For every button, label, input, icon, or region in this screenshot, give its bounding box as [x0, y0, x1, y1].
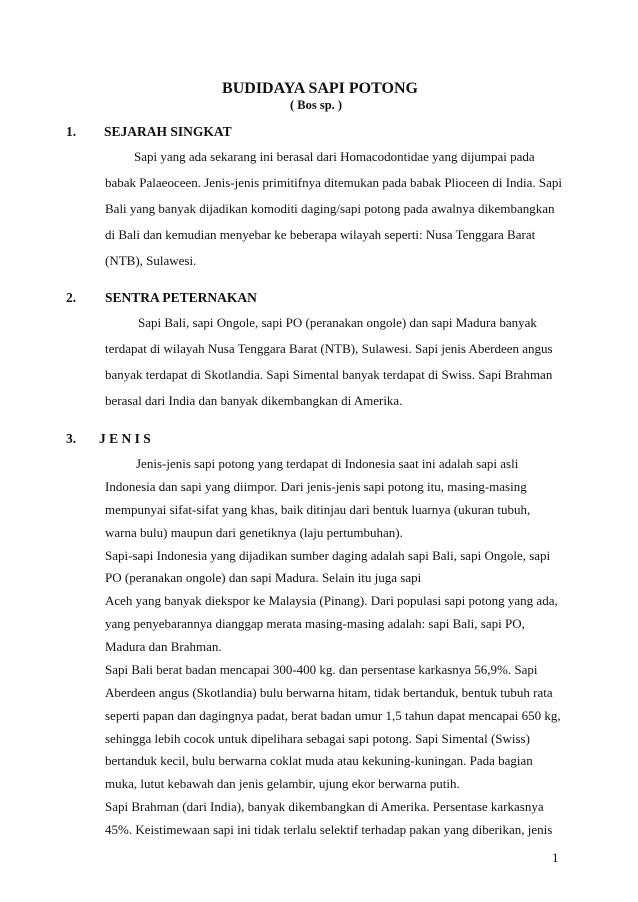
section-number: 2. [66, 290, 77, 305]
paragraph-line: yang penyebarannya dianggap merata masing-masing adalah: sapi Bali, sapi PO, [105, 616, 525, 632]
section-title: SEJARAH SINGKAT [104, 124, 232, 139]
paragraph-line: banyak terdapat di Skotlandia. Sapi Simental banyak terdapat di Swiss. Sapi Brahman [105, 367, 553, 382]
paragraph-line: muka, lutut kebawah dan jenis gelambir, ujung ekor berwarna putih. [105, 776, 460, 792]
paragraph-line: Aceh yang banyak diekspor ke Malaysia (Pinang). Dari populasi sapi potong yang ada, [105, 593, 558, 609]
paragraph-line: Bali yang banyak dijadikan komoditi daging/sapi potong pada awalnya dikembangkan [105, 201, 555, 216]
paragraph-line: PO (peranakan ongole) dan sapi Madura. Selain itu juga sapi [105, 570, 422, 586]
paragraph-line: Sapi-sapi Indonesia yang dijadikan sumber daging adalah sapi Bali, sapi Ongole, sapi [105, 547, 551, 563]
paragraph-line: 45%. Keistimewaan sapi ini tidak terlalu selektif terhadap pakan yang diberikan, jenis [105, 822, 553, 837]
paragraph-line: Sapi yang ada sekarang ini berasal dari Homacodontidae yang dijumpai pada [134, 149, 535, 164]
page-number: 1 [552, 850, 559, 865]
paragraph-line: Aberdeen angus (Skotlandia) bulu berwarna hitam, tidak bertanduk, bentuk tubuh rata [105, 684, 553, 700]
section-number: 1. [66, 124, 77, 139]
document-title: BUDIDAYA SAPI POTONG [222, 80, 418, 97]
paragraph-line: bertanduk kecil, bulu berwarna coklat muda atau kekuning-kuningan. Pada bagian [105, 753, 533, 769]
document-title-block [0, 80, 638, 112]
paragraph-line: Sapi Bali, sapi Ongole, sapi PO (peranakan ongole) dan sapi Madura banyak [138, 315, 537, 330]
paragraph-line: di Bali dan kemudian menyebar ke beberapa wilayah seperti: Nusa Tenggara Barat [105, 227, 536, 242]
paragraph-line: Sapi Brahman (dari India), banyak dikembangkan di Amerika. Persentase karkasnya [105, 799, 544, 815]
paragraph-line: (NTB), Sulawesi. [105, 253, 197, 268]
paragraph-line: Madura dan Brahman. [105, 639, 222, 654]
paragraph-line: babak Palaeoceen. Jenis-jenis primitifnya ditemukan pada babak Plioceen di India. Sapi [105, 175, 563, 190]
paragraph-line: berasal dari India dan banyak dikembangkan di Amerika. [105, 393, 403, 408]
paragraph-line: Sapi Bali berat badan mencapai 300-400 kg. dan persentase karkasnya 56,9%. Sapi [105, 661, 538, 677]
paragraph-line: mempunyai sifat-sifat yang khas, baik ditinjau dari bentuk luarnya (ukuran tubuh, [105, 501, 531, 517]
document-subtitle: ( Bos sp. ) [290, 98, 343, 112]
section-title: SENTRA PETERNAKAN [105, 290, 257, 305]
paragraph-line: warna bulu) maupun dari genetiknya (laju pertumbuhan). [105, 524, 403, 540]
paragraph-line: Jenis-jenis sapi potong yang terdapat di Indonesia saat ini adalah sapi asli [136, 456, 519, 471]
paragraph-line: sehingga lebih cocok untuk dipelihara sebagai sapi potong. Sapi Simental (Swiss) [105, 730, 530, 746]
paragraph-line: Indonesia dan sapi yang diimpor. Dari jenis-jenis sapi potong itu, masing-masing [105, 478, 527, 494]
section-title: J E N I S [99, 431, 151, 446]
paragraph-line: terdapat di wilayah Nusa Tenggara Barat (NTB), Sulawesi. Sapi jenis Aberdeen angus [105, 341, 553, 356]
paragraph-line: seperti papan dan dagingnya padat, berat badan umur 1,5 tahun dapat mencapai 650 kg, [105, 707, 561, 723]
section-number: 3. [66, 431, 77, 446]
